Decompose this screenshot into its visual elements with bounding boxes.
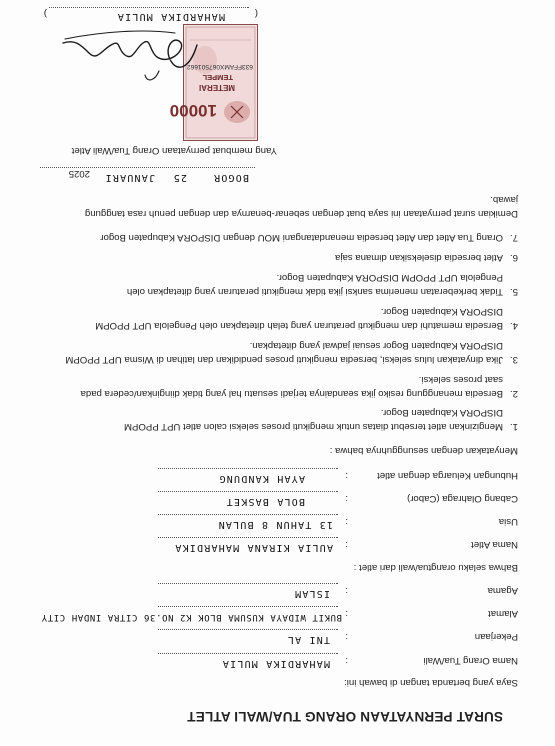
field-value-athlete-name: AULIA KIRANA MAHARDIKA <box>174 542 333 553</box>
handwritten-signature <box>55 11 205 91</box>
field-dotted-line <box>158 537 338 538</box>
closing-line: Demikian surat pernyataan ini saya buat dengan sebenar-benarnya dan dengan penuh rasa tanggung <box>84 208 518 219</box>
field-label-guardian-name: Nama Orang Tua/Wali <box>423 655 518 666</box>
stamp-label-mid: TEMPEL <box>202 73 233 82</box>
stamp-code: 633FFAMX067501662 <box>187 63 253 70</box>
statement-line: Atlet bersedia diseleksikan dimana saja <box>335 252 503 263</box>
statement-line: Bersedia menanggung resiko jika seandainya terjadi sesuatu hal yang tidak diinginkan/cedera pada <box>80 388 503 399</box>
date-place: BOGOR <box>212 172 249 183</box>
statement-number: 6. <box>509 252 518 263</box>
field-dotted-line <box>158 514 338 515</box>
statement-line: Mengizinkan atlet tersebut diatas untuk mengikuti proses seleksi calon atlet UPT PPOPM <box>124 421 503 432</box>
stamp-label-top: METERAI <box>199 83 235 92</box>
date-day: 25 <box>172 172 187 183</box>
field-value-address: BUKIT WIDAYA KUSUMA BLOK K2 NO.36 CITRA INDAH CITY <box>41 612 342 622</box>
signer-paren-close: ) <box>43 8 47 19</box>
statement-intro-text: Menyatakan dengan sesungguhnya bahwa : <box>329 445 518 456</box>
field-value-age: 13 TAHUN 8 BULAN <box>217 519 333 530</box>
closing-line: jawab. <box>490 194 518 205</box>
signer-paren-open: ( <box>254 8 258 19</box>
field-colon: : <box>345 585 348 596</box>
stamp-value: 10000 <box>169 101 217 120</box>
signature-caption: Yang membuat pernyataan Orang Tua/Wali Atlet <box>71 145 277 156</box>
field-colon: : <box>345 470 348 481</box>
field-dotted-line <box>158 583 338 584</box>
field-value-sport: BOLA BASKET <box>225 496 305 507</box>
document-title: SURAT PERNYATAAN ORANG TUA/WALI ATLET <box>187 709 503 724</box>
statement-number: 7. <box>509 232 518 243</box>
field-value-guardian-name: MAHARDIKA MULIA <box>221 658 330 669</box>
statement-number: 4. <box>509 320 518 331</box>
field-dotted-line <box>158 606 338 607</box>
statement-line: Pengelola UPT PPOPM DISPORA Kabupaten Bogor. <box>276 272 503 283</box>
statement-line: DISPORA Kabupaten Bogor. <box>380 407 503 418</box>
field-dotted-line <box>158 653 338 654</box>
field-label-age: Usia <box>498 516 518 527</box>
field-label-sport: Cabang Olahraga (Cabor) <box>407 493 518 504</box>
statement-line: saat proses seleksi. <box>418 374 503 385</box>
athlete-intro-text: Bahwa selaku orangtua/wali dari atlet : <box>353 562 518 573</box>
field-colon: : <box>345 655 348 666</box>
statement-line: DISPORA Kabupaten Bogor. <box>380 306 503 317</box>
intro-text: Saya yang bertanda tangan di bawah ini: <box>344 677 518 688</box>
field-dotted-line <box>158 629 338 630</box>
field-colon: : <box>345 539 348 550</box>
field-value-religion: ISLAM <box>293 588 330 599</box>
statement-line: DISPORA Kabupaten Bogor sesuai jadwal yang ditetapkan. <box>249 340 503 351</box>
field-colon: : <box>345 608 348 619</box>
statement-line: Bersedia mematuhi dan mengikuti peraturan yang telah ditetapkan oleh Pengelola UPT PPOPM <box>95 320 503 331</box>
field-label-religion: Agama <box>487 585 518 596</box>
field-label-address: Alamat <box>488 608 518 619</box>
field-value-relationship: AYAH KANDUNG <box>218 473 305 484</box>
statement-number: 2. <box>509 388 518 399</box>
date-year: 2025 <box>68 168 90 179</box>
date-month: JANUARI <box>104 172 155 183</box>
statement-line: Jika dinyatakan lulus seleksi, bersedia mengikuti proses pendidikan dan latihan di Wisma UPT PPOPM <box>65 354 503 365</box>
field-label-occupation: Pekerjaan <box>474 631 518 642</box>
statement-line: Tidak berkeberatan menerima sanksi jika tidak mengikuti peraturan yang ditetapkan oleh <box>126 286 503 297</box>
statement-number: 5. <box>509 286 518 297</box>
field-dotted-line <box>158 468 338 469</box>
statement-number: 1. <box>509 421 518 432</box>
field-value-occupation: TNI AL <box>286 634 330 645</box>
statement-line: Orang Tua Atlet dan Atlet bersedia menandatangani MOU dengan DISPORA Kabupaten Bogor <box>100 232 503 243</box>
field-colon: : <box>345 493 348 504</box>
statement-number: 3. <box>509 354 518 365</box>
signer-dotted-line <box>49 7 249 8</box>
field-dotted-line <box>158 491 338 492</box>
field-colon: : <box>345 631 348 642</box>
field-label-relationship: Hubungan Keluarga dengan atlet <box>377 470 518 481</box>
field-label-athlete-name: Nama Atlet <box>471 539 518 550</box>
signer-name: MAHARDIKA MULIA <box>116 11 225 22</box>
field-colon: : <box>345 516 348 527</box>
